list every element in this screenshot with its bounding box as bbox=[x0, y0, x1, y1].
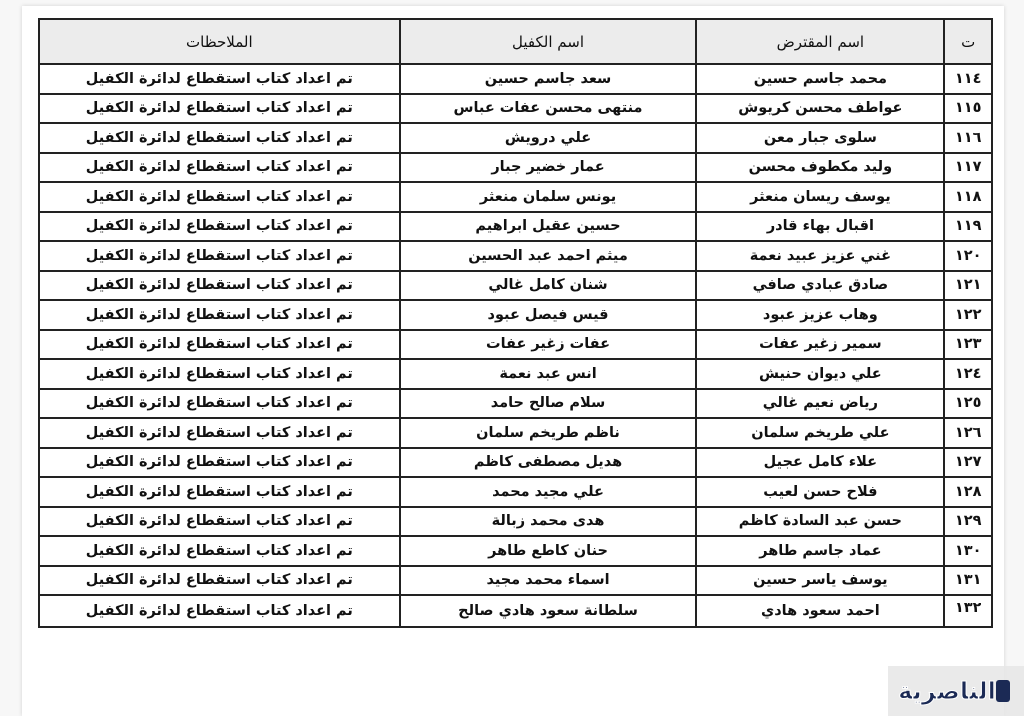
row-number: ١٢٢ bbox=[944, 300, 992, 330]
notes-cell: تم اعداد كتاب استقطاع لدائرة الكفيل bbox=[39, 64, 400, 94]
table-row bbox=[39, 595, 992, 627]
guarantor-name: حسين عقيل ابراهيم bbox=[400, 212, 697, 242]
table-row bbox=[39, 241, 992, 271]
borrower-name: غني عزيز عبيد نعمة bbox=[696, 241, 944, 271]
notes-cell: تم اعداد كتاب استقطاع لدائرة الكفيل bbox=[39, 182, 400, 212]
table-row bbox=[39, 94, 992, 124]
row-number bbox=[944, 595, 992, 627]
table-row bbox=[39, 300, 992, 330]
borrower-name: صادق عبادي صافي bbox=[696, 271, 944, 301]
borrower-name: علي ديوان حنيش bbox=[696, 359, 944, 389]
row-number: ١٢٧ bbox=[944, 448, 992, 478]
notes-cell: تم اعداد كتاب استقطاع لدائرة الكفيل bbox=[39, 448, 400, 478]
guarantor-name: سلام صالح حامد bbox=[400, 389, 697, 419]
header-borrower-name: اسم المقترض bbox=[696, 19, 944, 64]
guarantor-name: شنان كامل غالي bbox=[400, 271, 697, 301]
borrower-name: عماد جاسم طاهر bbox=[696, 536, 944, 566]
guarantor-name: ناظم طريخم سلمان bbox=[400, 418, 697, 448]
guarantor-name: علي مجيد محمد bbox=[400, 477, 697, 507]
table-row bbox=[39, 182, 992, 212]
row-number: ١١٤ bbox=[944, 64, 992, 94]
notes-cell: تم اعداد كتاب استقطاع لدائرة الكفيل bbox=[39, 271, 400, 301]
guarantor-name: قيس فيصل عبود bbox=[400, 300, 697, 330]
borrower-name: سلوى جبار معن bbox=[696, 123, 944, 153]
header-number: ت bbox=[944, 19, 992, 64]
notes-cell: تم اعداد كتاب استقطاع لدائرة الكفيل bbox=[39, 595, 400, 627]
row-number: ١٢٠ bbox=[944, 241, 992, 271]
borrower-name: يوسف ياسر حسين bbox=[696, 566, 944, 596]
row-number: ١٢١ bbox=[944, 271, 992, 301]
notes-cell: تم اعداد كتاب استقطاع لدائرة الكفيل bbox=[39, 507, 400, 537]
guarantor-name: يونس سلمان منعثر bbox=[400, 182, 697, 212]
table-row bbox=[39, 153, 992, 183]
guarantor-deduction-table bbox=[38, 18, 993, 628]
notes-cell: تم اعداد كتاب استقطاع لدائرة الكفيل bbox=[39, 300, 400, 330]
watermark-logo bbox=[888, 666, 1024, 716]
notes-cell: تم اعداد كتاب استقطاع لدائرة الكفيل bbox=[39, 418, 400, 448]
notes-cell: تم اعداد كتاب استقطاع لدائرة الكفيل bbox=[39, 566, 400, 596]
table-row bbox=[39, 123, 992, 153]
table-row bbox=[39, 271, 992, 301]
table-row bbox=[39, 330, 992, 360]
row-number: ١٢٩ bbox=[944, 507, 992, 537]
borrower-name: علاء كامل عجيل bbox=[696, 448, 944, 478]
notes-cell: تم اعداد كتاب استقطاع لدائرة الكفيل bbox=[39, 123, 400, 153]
header-guarantor-name: اسم الكفيل bbox=[400, 19, 697, 64]
row-number: ١١٧ bbox=[944, 153, 992, 183]
borrower-name: اقبال بهاء قادر bbox=[696, 212, 944, 242]
borrower-name: محمد جاسم حسين bbox=[696, 64, 944, 94]
table-row bbox=[39, 359, 992, 389]
guarantor-name: انس عبد نعمة bbox=[400, 359, 697, 389]
row-number: ١١٥ bbox=[944, 94, 992, 124]
notes-cell: تم اعداد كتاب استقطاع لدائرة الكفيل bbox=[39, 94, 400, 124]
guarantor-name: ميثم احمد عبد الحسين bbox=[400, 241, 697, 271]
borrower-name: رياض نعيم غالي bbox=[696, 389, 944, 419]
table-row bbox=[39, 477, 992, 507]
notes-cell: تم اعداد كتاب استقطاع لدائرة الكفيل bbox=[39, 477, 400, 507]
notes-cell: تم اعداد كتاب استقطاع لدائرة الكفيل bbox=[39, 153, 400, 183]
watermark-text: الناصرية bbox=[898, 677, 996, 705]
borrower-name: فلاح حسن لعيب bbox=[696, 477, 944, 507]
row-number: ١١٦ bbox=[944, 123, 992, 153]
guarantor-name: عفات زغير عفات bbox=[400, 330, 697, 360]
table-row bbox=[39, 418, 992, 448]
notes-cell: تم اعداد كتاب استقطاع لدائرة الكفيل bbox=[39, 241, 400, 271]
borrower-name: وهاب عزيز عبود bbox=[696, 300, 944, 330]
notes-cell: تم اعداد كتاب استقطاع لدائرة الكفيل bbox=[39, 330, 400, 360]
table-row bbox=[39, 566, 992, 596]
guarantor-name: اسماء محمد مجيد bbox=[400, 566, 697, 596]
table-row bbox=[39, 507, 992, 537]
notes-cell: تم اعداد كتاب استقطاع لدائرة الكفيل bbox=[39, 536, 400, 566]
row-number: ١٢٨ bbox=[944, 477, 992, 507]
guarantor-name: سلطانة سعود هادي صالح bbox=[400, 595, 697, 627]
row-number: ١٢٦ bbox=[944, 418, 992, 448]
row-number: ١٣١ bbox=[944, 566, 992, 596]
table-row bbox=[39, 536, 992, 566]
guarantor-name: منتهى محسن عفات عباس bbox=[400, 94, 697, 124]
borrower-name: سمير زغير عفات bbox=[696, 330, 944, 360]
borrower-name: وليد مكطوف محسن bbox=[696, 153, 944, 183]
logo-badge-icon bbox=[996, 680, 1010, 702]
borrower-name: يوسف ريسان منعثر bbox=[696, 182, 944, 212]
row-number: ١١٨ bbox=[944, 182, 992, 212]
notes-cell: تم اعداد كتاب استقطاع لدائرة الكفيل bbox=[39, 359, 400, 389]
borrower-name: احمد سعود هادي bbox=[696, 595, 944, 627]
guarantor-name: علي درويش bbox=[400, 123, 697, 153]
row-number: ١٢٥ bbox=[944, 389, 992, 419]
row-number-partial: ١٣٢ bbox=[954, 603, 982, 615]
guarantor-name: عمار خضير جبار bbox=[400, 153, 697, 183]
row-number: ١٢٤ bbox=[944, 359, 992, 389]
borrower-name: عواطف محسن كريوش bbox=[696, 94, 944, 124]
row-number: ١١٩ bbox=[944, 212, 992, 242]
table-row bbox=[39, 448, 992, 478]
guarantor-name: هديل مصطفى كاظم bbox=[400, 448, 697, 478]
header-notes: الملاحظات bbox=[39, 19, 400, 64]
table-row bbox=[39, 389, 992, 419]
table-row bbox=[39, 64, 992, 94]
table-row bbox=[39, 212, 992, 242]
table-header-row bbox=[39, 19, 992, 64]
borrower-name: حسن عبد السادة كاظم bbox=[696, 507, 944, 537]
guarantor-name: هدى محمد زبالة bbox=[400, 507, 697, 537]
row-number: ١٣٠ bbox=[944, 536, 992, 566]
guarantor-name: سعد جاسم حسين bbox=[400, 64, 697, 94]
notes-cell: تم اعداد كتاب استقطاع لدائرة الكفيل bbox=[39, 212, 400, 242]
notes-cell: تم اعداد كتاب استقطاع لدائرة الكفيل bbox=[39, 389, 400, 419]
guarantor-name: حنان كاطع طاهر bbox=[400, 536, 697, 566]
row-number: ١٢٣ bbox=[944, 330, 992, 360]
borrower-name: علي طريخم سلمان bbox=[696, 418, 944, 448]
